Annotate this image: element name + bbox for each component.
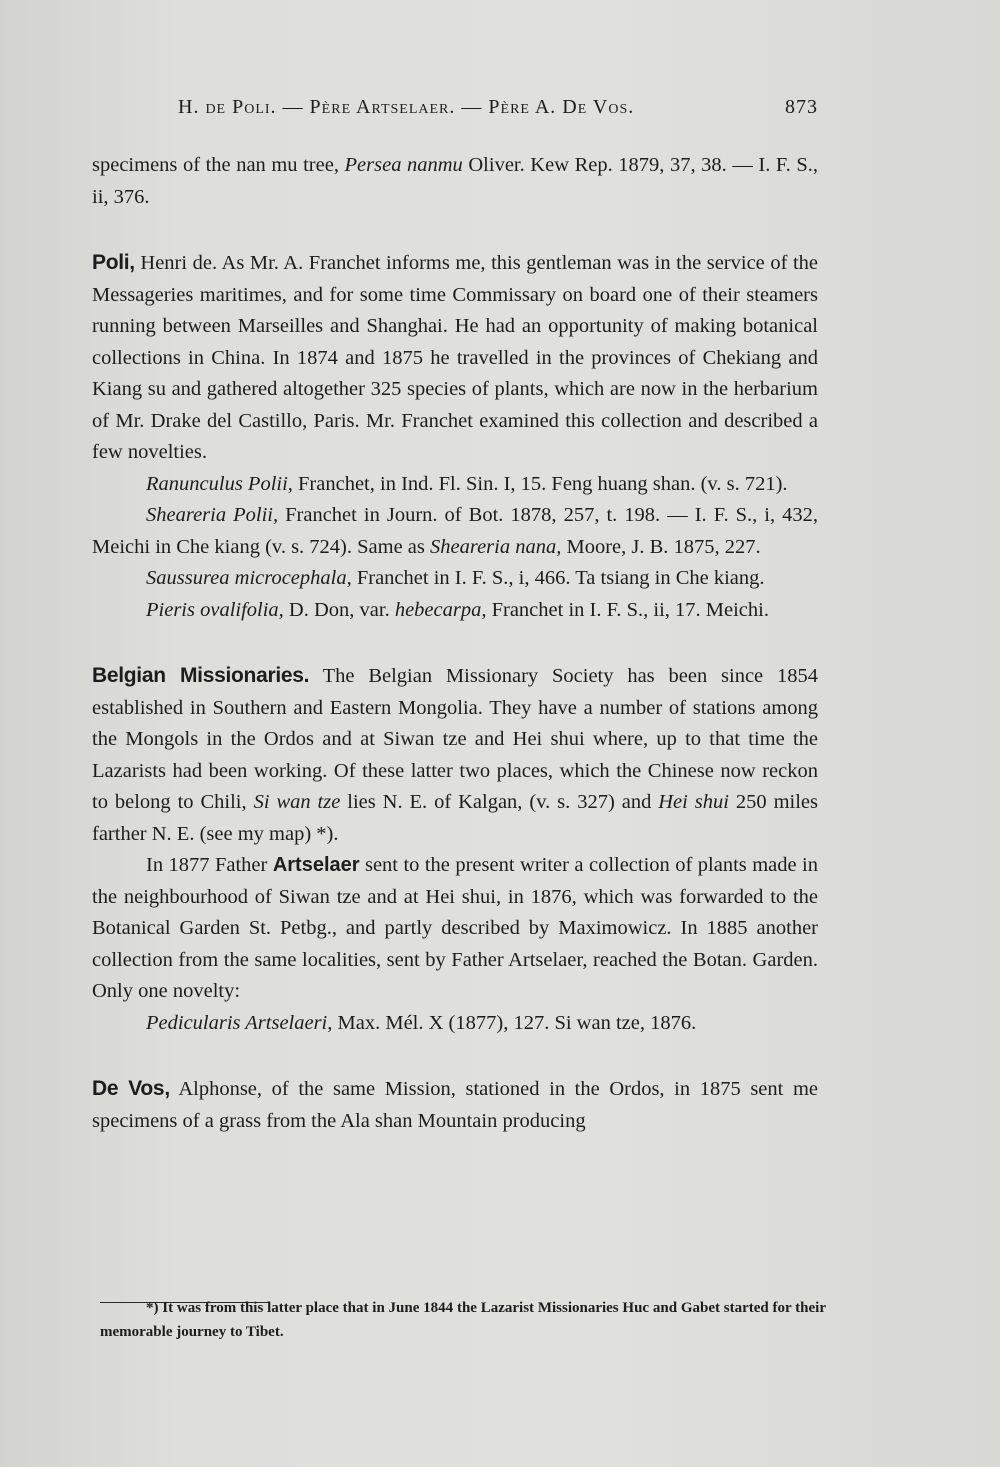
text-run: Franchet in Journ. of Bot. 1878, 257, t. 198. — I. F. S., i, 432, Meichi in Che kiang (v. s. 724). Same as (92, 504, 819, 558)
italic-text: Ranunculus Polii, (146, 472, 293, 495)
text-run: Henri de. As Mr. A. Franchet informs me, this gentleman was in the service of the Messageries maritimes, and for some time Commissary on board one of their steamers running between Marseilles and Shanghai. He had an opportunity of making botanical collections in China. In 1874 and 1875 he travelled in the provinces of Chekiang and Kiang su and gathered altogether 325 species of plants, which are now in the herbarium of Mr. Drake del Castillo, Paris. Mr. Franchet examined this collection and described a few novelties. (92, 252, 818, 463)
italic-text: Si wan tze (253, 791, 341, 813)
text-run: D. Don, var. (283, 598, 395, 621)
text-run: Alphonse, of the same Mission, stationed in the Ordos, in 1875 sent me specimens of a grass from the Ala shan Mountain producing (92, 1078, 818, 1132)
text-run: The Belgian Missionary Society has been since 1854 established in Southern and Eastern Mongolia. They have a number of stations among the Mongols in the Ordos and at Siwan tze and Hei shui where, up to that time the Lazarists had been working. Of these latter two places, which the Chinese now reckon to belong to Chili, (92, 665, 818, 813)
text-run: Max. Mél. X (1877), 127. Si wan tze, 1876. (332, 1011, 697, 1034)
italic-text: Pedicularis Artselaeri, (146, 1011, 333, 1034)
italic-text: Sheareria Polii, (146, 504, 279, 526)
text-run: lies N. E. of Kalgan, (v. s. 327) and (340, 791, 659, 813)
text-run: specimens of the nan mu tree, (92, 154, 345, 176)
entry-heading: Belgian Missionaries. (92, 664, 310, 687)
paragraph (92, 563, 818, 595)
paragraph (92, 1073, 818, 1137)
running-header (178, 96, 818, 119)
italic-text: hebecarpa, (394, 598, 487, 621)
text-run: Franchet in I. F. S., ii, 17. Meichi. (486, 598, 769, 621)
italic-text: Saussurea microcephala, (146, 567, 352, 589)
paragraph (92, 1008, 818, 1040)
italic-text: Pieris ovalifolia, (146, 598, 284, 621)
footnote: *) It was from this latter place that in June 1844 the Lazarist Missionaries Huc and Gabet started for their memorable journey to Tibet. (100, 1300, 826, 1340)
paragraph (92, 150, 818, 213)
bold-name: Artselaer (272, 854, 360, 876)
paragraph (92, 595, 818, 627)
paragraph (92, 660, 818, 850)
entry-heading: Poli, (92, 251, 135, 274)
paragraph (92, 247, 818, 469)
text-run: Franchet, in Ind. Fl. Sin. I, 15. Feng huang shan. (v. s. 721). (292, 472, 788, 495)
text-run: sent to the present writer a collection of plants made in the neighbourhood of Siwan tze and at Hei shui, in 1876, which was forwarded to the Botanical Garden St. Petbg., and partly described by Maximowicz. In 1885 another collection from the same localities, sent by Father Artselaer, reached the Botan. Garden. Only one novelty: (92, 854, 818, 1002)
header-title: H. de Poli. — Père Artselaer. — Père A. De Vos. (178, 96, 635, 118)
page-number: 873 (785, 96, 818, 118)
italic-text: Persea nanmu (344, 154, 463, 176)
paragraph (92, 850, 818, 1008)
italic-text: Hei shui (658, 791, 729, 813)
entry-heading: De Vos, (92, 1077, 170, 1100)
text-run: Franchet in I. F. S., i, 466. Ta tsiang in Che kiang. (351, 567, 765, 589)
text-run: In 1877 Father (146, 854, 273, 876)
paragraph (92, 469, 818, 501)
text-run: 250 miles farther N. E. (see my map) *). (92, 791, 818, 845)
text-run: Oliver. Kew Rep. 1879, 37, 38. — I. F. S., ii, 376. (92, 154, 818, 208)
text-run: Moore, J. B. 1875, 227. (561, 535, 761, 558)
paragraph (92, 500, 818, 563)
italic-text: Sheareria nana, (430, 535, 562, 558)
body-text (92, 150, 818, 1137)
